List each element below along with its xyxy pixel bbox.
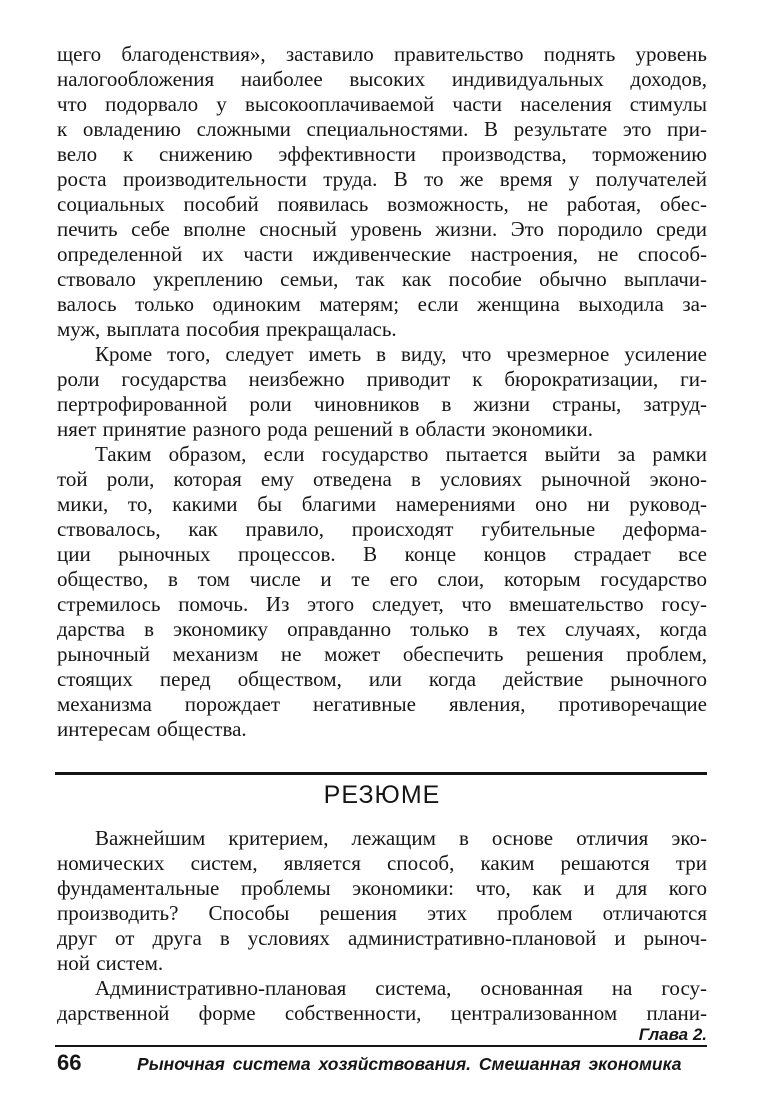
body-paragraph-2 <box>57 342 707 442</box>
text-line: социальных пособий появилась возможность, не работая, обес- <box>57 192 707 216</box>
text-line: фундаментальные проблемы экономики: что, как и для кого <box>57 876 707 900</box>
text-line: друг от друга в условиях административно-плановой и рыноч- <box>57 926 707 950</box>
footer-rule <box>55 1045 707 1047</box>
section-divider-rule <box>55 772 707 775</box>
text-line: дарственной форме собственности, централизованном плани- <box>57 1001 707 1025</box>
page-content <box>57 42 707 1026</box>
text-line: Административно-плановая система, основанная на госу- <box>95 976 707 1000</box>
text-line: производить? Способы решения этих проблем отличаются <box>57 901 707 925</box>
chapter-label: Глава 2. <box>638 1025 707 1044</box>
text-line: роста производительности труда. В то же время у получателей <box>57 167 707 191</box>
text-line: печить себе вполне сносный уровень жизни. Это породило среди <box>57 217 707 241</box>
resume-paragraph-1 <box>57 826 707 976</box>
text-line: рыночный механизм не может обеспечить решения проблем, <box>57 642 707 666</box>
text-line: валось только одиноким матерям; если женщина выходила за- <box>57 292 707 316</box>
text-line: стоящих перед обществом, или когда действие рыночного <box>57 667 707 691</box>
text-line: мики, то, какими бы благими намерениями оно ни руковод- <box>57 492 707 516</box>
resume-text <box>57 826 707 1026</box>
text-line: что подорвало у высокооплачиваемой части населения стимулы <box>57 92 707 116</box>
text-line: дарства в экономику оправданно только в тех случаях, когда <box>57 617 707 641</box>
text-line: няет принятие разного рода решений в области экономики. <box>57 417 593 441</box>
text-line: вело к снижению эффективности производства, торможению <box>57 142 707 166</box>
text-line: интересам общества. <box>57 717 247 741</box>
text-line: Таким образом, если государство пытается выйти за рамки <box>95 442 707 466</box>
text-line: муж, выплата пособия прекращалась. <box>57 317 397 341</box>
text-line: механизма порождает негативные явления, противоречащие <box>57 692 707 716</box>
text-line: ции рыночных процессов. В конце концов страдает все <box>57 542 707 566</box>
text-line: той роли, которая ему отведена в условиях рыночной эконо- <box>57 467 707 491</box>
running-title: Рыночная система хозяйствования. Смешанная экономика <box>137 1054 682 1074</box>
footer-row <box>57 1051 707 1076</box>
body-text <box>57 42 707 742</box>
page-number: 66 <box>57 1050 82 1075</box>
body-paragraph-3 <box>57 442 707 742</box>
resume-paragraph-2 <box>57 976 707 1026</box>
text-line: ствовалось, как правило, происходят губительные деформа- <box>57 517 707 541</box>
text-line: ной систем. <box>57 951 164 975</box>
body-paragraph-1 <box>57 42 707 342</box>
text-line: определенной их части иждивенческие настроения, не способ- <box>57 242 707 266</box>
text-line: роли государства неизбежно приводит к бюрократизации, ги- <box>57 367 707 391</box>
text-line: ствовало укреплению семьи, так как пособие обычно выплачи- <box>57 267 707 291</box>
text-line: стремилось помочь. Из этого следует, что вмешательство госу- <box>57 592 707 616</box>
text-line: щего благоденствия», заставило правительство поднять уровень <box>57 42 707 66</box>
resume-heading: РЕЗЮМЕ <box>323 781 441 809</box>
text-line: к овладению сложными специальностями. В результате это при- <box>57 117 707 141</box>
text-line: Кроме того, следует иметь в виду, что чрезмерное усиление <box>95 342 707 366</box>
text-line: общество, в том числе и те его слои, которым государство <box>57 567 707 591</box>
text-line: пертрофированной роли чиновников в жизни страны, затруд- <box>57 392 707 416</box>
text-line: Важнейшим критерием, лежащим в основе отличия эко- <box>95 826 707 850</box>
text-line: налогообложения наиболее высоких индивидуальных доходов, <box>57 67 707 91</box>
text-line: номических систем, является способ, каким решаются три <box>57 851 707 875</box>
